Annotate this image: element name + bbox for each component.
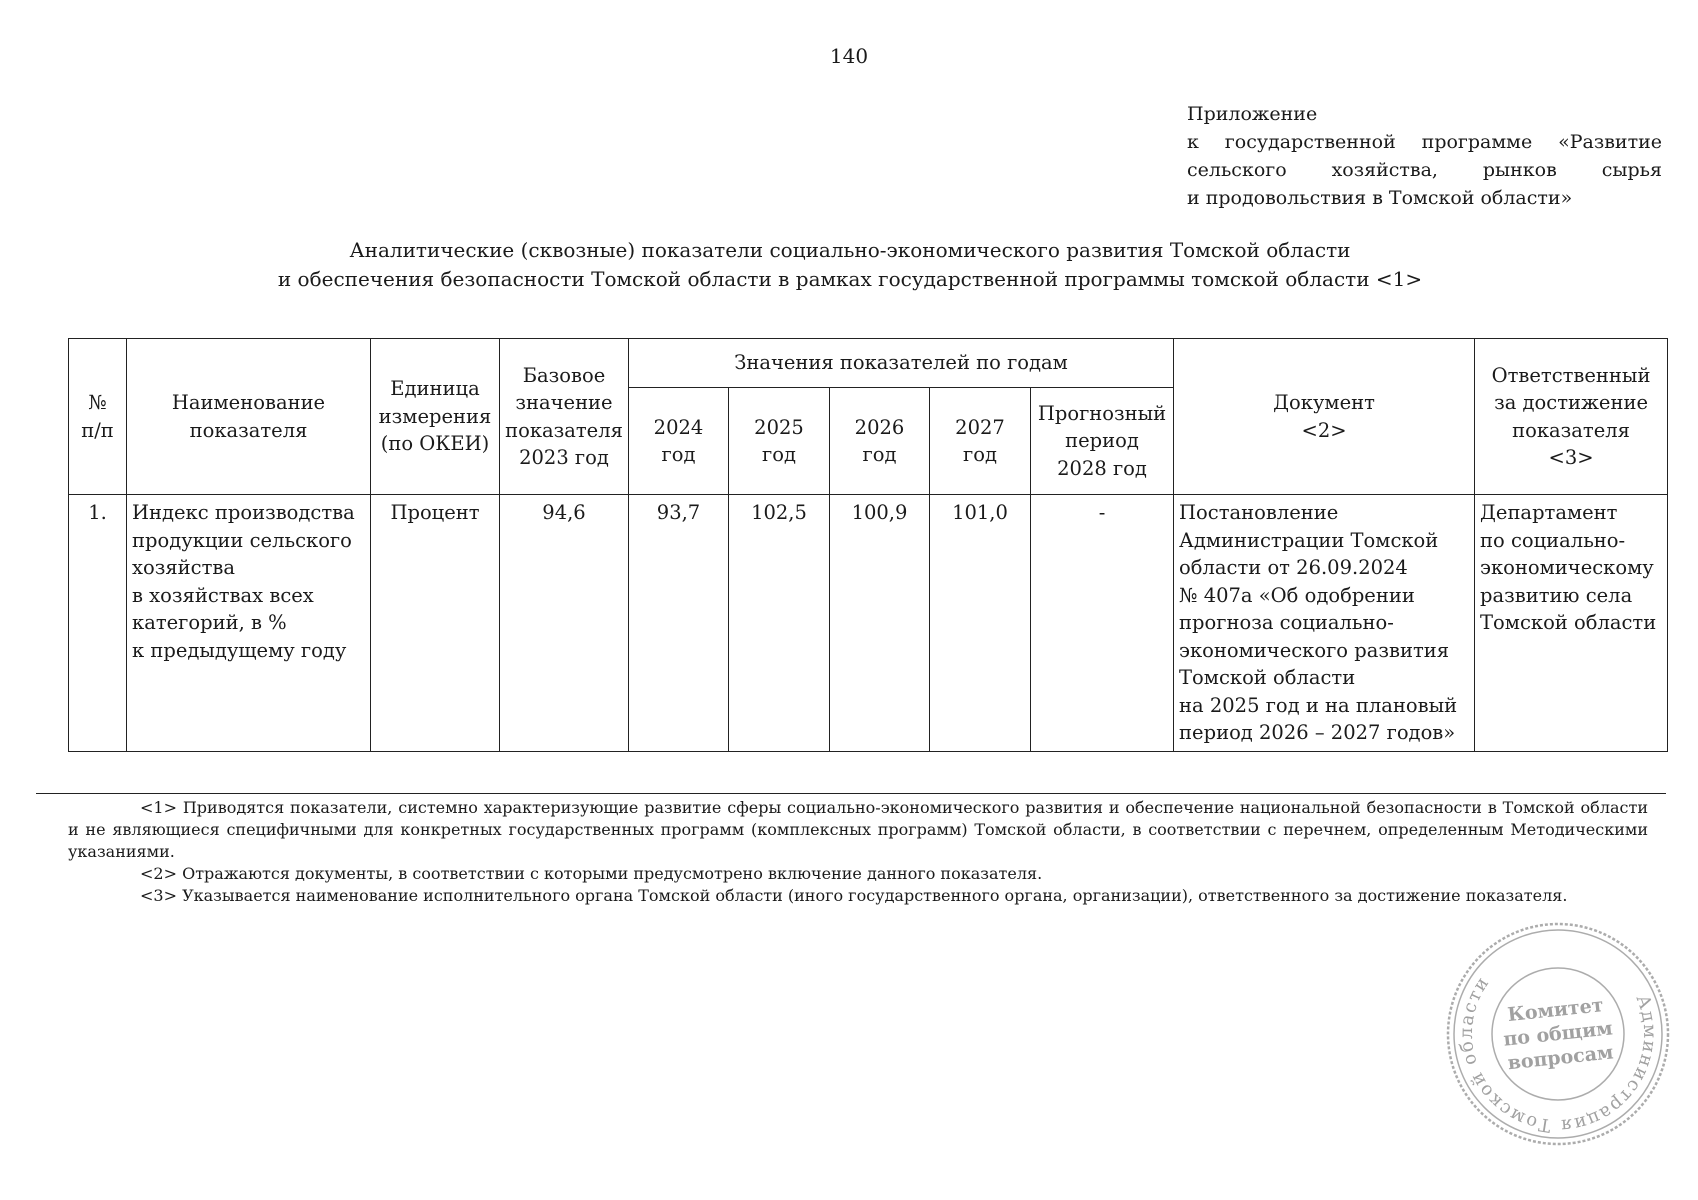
appendix-line: и продовольствия в Томской области»	[1187, 187, 1573, 209]
title-line: и обеспечения безопасности Томской области в рамках государственной программы томской области <1>	[277, 267, 1423, 291]
indicators-table	[68, 338, 1668, 752]
cell-base: 94,6	[500, 495, 629, 752]
stamp-ring-text: Администрация Томской области	[1455, 972, 1661, 1137]
appendix-line: сельского хозяйства, рынков сырья	[1187, 159, 1662, 181]
appendix-line: к государственной программе «Развитие	[1187, 131, 1662, 153]
cell-2025: 102,5	[729, 495, 830, 752]
appendix-line: Приложение	[1187, 103, 1318, 125]
col-header-2025: 2025 год	[729, 388, 830, 495]
cell-2024: 93,7	[629, 495, 729, 752]
official-stamp	[1444, 920, 1672, 1148]
cell-forecast: -	[1031, 495, 1174, 752]
page-number: 140	[829, 44, 869, 68]
col-header-2027: 2027 год	[930, 388, 1031, 495]
col-header-2026: 2026 год	[830, 388, 930, 495]
footnote-1: <1> Приводятся показатели, системно характеризующие развитие сферы социально-экономического развития и обеспечение национальной безопасности в Томской области и не являющиеся специфичными для конкретных государственных программ (комплексных программ) Томской области, в соответствии с перечнем, определенным Методическими указаниями.	[68, 798, 1648, 861]
col-header-forecast: Прогнозный период 2028 год	[1031, 388, 1174, 495]
col-header-responsible: Ответственный за достижение показателя <3>	[1475, 339, 1668, 495]
stamp-center-line: по общим	[1502, 1017, 1614, 1051]
footnote-2: <2> Отражаются документы, в соответствии с которыми предусмотрено включение данного показателя.	[140, 864, 1043, 883]
footnote-3: <3> Указывается наименование исполнительного органа Томской области (иного государственного органа, организации), ответственного за достижение показателя.	[140, 886, 1568, 905]
col-header-document: Документ <2>	[1174, 339, 1475, 495]
col-header-base: Базовое значение показателя 2023 год	[500, 339, 629, 495]
stamp-center-line: Комитет	[1506, 994, 1605, 1027]
cell-name: Индекс производства продукции сельского хозяйства в хозяйствах всех категорий, в % к предыдущему году	[127, 495, 371, 752]
table-row	[69, 495, 1668, 752]
header-row	[69, 339, 1668, 388]
cell-document: Постановление Администрации Томской области от 26.09.2024 № 407а «Об одобрении прогноза социально- экономического развития Томской области на 2025 год и на плановый период 2026 – 2027 годов»	[1174, 495, 1475, 752]
col-header-2024: 2024 год	[629, 388, 729, 495]
col-header-num: № п/п	[69, 339, 127, 495]
footnote-divider	[36, 793, 1666, 794]
title-line: Аналитические (сквозные) показатели социально-экономического развития Томской области	[349, 238, 1351, 262]
col-header-name: Наименование показателя	[127, 339, 371, 495]
cell-unit: Процент	[371, 495, 500, 752]
appendix-header	[1187, 100, 1662, 212]
footnotes	[68, 797, 1648, 907]
cell-num: 1.	[69, 495, 127, 752]
cell-responsible: Департамент по социально- экономическому развитию села Томской области	[1475, 495, 1668, 752]
document-title	[60, 236, 1640, 294]
stamp-center-line: вопросам	[1506, 1041, 1615, 1075]
cell-2027: 101,0	[930, 495, 1031, 752]
col-header-unit: Единица измерения (по ОКЕИ)	[371, 339, 500, 495]
col-header-years-group: Значения показателей по годам	[629, 339, 1174, 388]
cell-2026: 100,9	[830, 495, 930, 752]
